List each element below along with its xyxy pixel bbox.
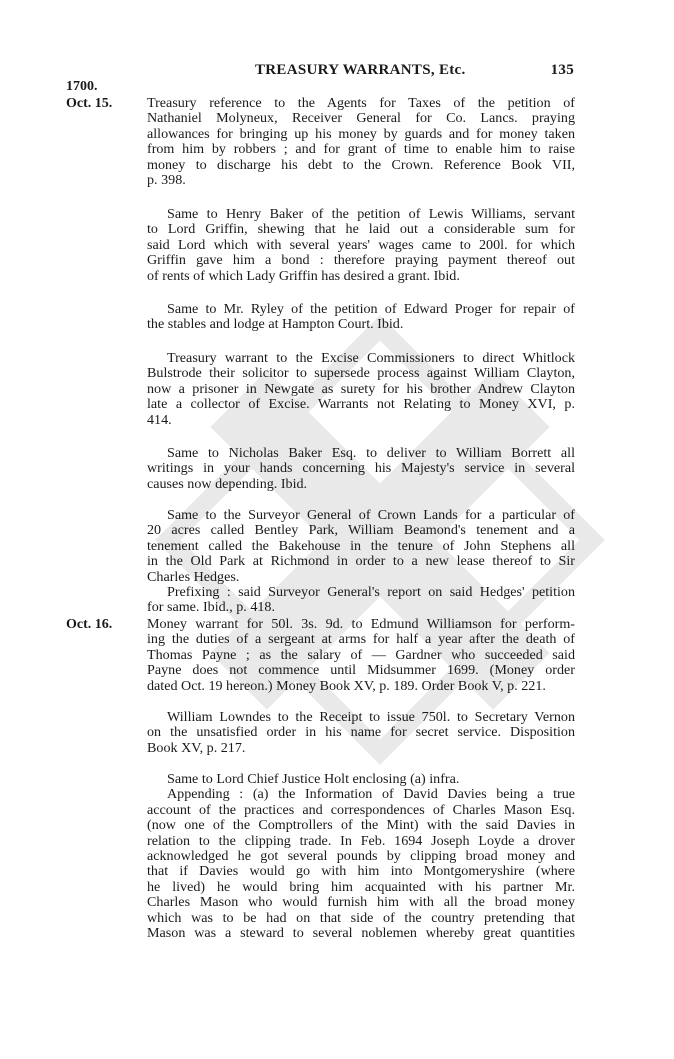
- entry-line: Bulstrode their solicitor to supersede process against William Clayton,: [147, 365, 575, 382]
- entry-line: Same to Nicholas Baker Esq. to deliver to William Borrett all: [167, 445, 575, 461]
- entry-line: Same to the Surveyor General of Crown Lands for a particular of: [167, 507, 575, 523]
- entry-line: ing the duties of a sergeant at arms for half a year after the death of: [147, 631, 575, 648]
- entry-line: allowances for bringing up his money by guards and for money taken: [147, 125, 575, 142]
- entry-paragraph: [147, 446, 575, 492]
- entry-line: Same to Mr. Ryley of the petition of Edward Proger for repair of: [167, 301, 575, 317]
- entry-paragraph: [147, 96, 575, 188]
- entry-paragraph: [147, 351, 575, 428]
- page-number: 135: [550, 62, 574, 78]
- entry-line: Charles Mason who would furnish him with all the broad money: [147, 894, 575, 911]
- entry-paragraph: [147, 302, 575, 333]
- year-label: 1700.: [66, 79, 98, 94]
- date-oct-16: Oct. 16.: [66, 617, 113, 632]
- entry-line: dated Oct. 19 hereon.) Money Book XV, p. 189. Order Book V, p. 221.: [147, 677, 546, 694]
- entry-line: Griffin gave him a bond : therefore praying payment thereof out: [147, 252, 575, 269]
- entry-line: p. 398.: [147, 172, 186, 189]
- entry-line: Payne does not commence until Midsummer 1699. (Money order: [147, 662, 575, 679]
- entry-line: now a prisoner in Newgate as surety for his brother Andrew Clayton: [147, 380, 575, 397]
- entry-line: Treasury warrant to the Excise Commissioners to direct Whitlock: [167, 350, 575, 366]
- entry-paragraph: [147, 710, 575, 756]
- entry-paragraph: [147, 617, 575, 694]
- entry-line: Same to Lord Chief Justice Holt enclosing (a) infra.: [167, 771, 460, 787]
- entry-line: 414.: [147, 411, 172, 428]
- entry-line: from him by robbers ; and for grant of time to enable him to raise: [147, 141, 575, 158]
- entry-line: that if Davies would go with him into Montgomeryshire (where: [147, 863, 575, 880]
- entry-line: Money warrant for 50l. 3s. 9d. to Edmund Williamson for perform-: [147, 616, 575, 632]
- entry-line: to Lord Griffin, shewing that he laid out a considerable sum for: [147, 221, 575, 238]
- entry-line: said Lord which with several years' wages came to 200l. for which: [147, 236, 575, 253]
- entry-line: relation to the clipping trade. In Feb. 1694 Joseph Loyde a drover: [147, 832, 575, 849]
- entry-line: late a collector of Excise. Warrants not Relating to Money XVI, p.: [147, 396, 575, 413]
- entry-line: Charles Hedges.: [147, 568, 240, 585]
- entry-line: which was to be had on that side of the country pretending that: [147, 909, 575, 926]
- entry-line: Appending : (a) the Information of David Davies being a true: [167, 786, 575, 803]
- entry-line: the stables and lodge at Hampton Court. Ibid.: [147, 316, 404, 333]
- entry-line: money to discharge his debt to the Crown. Reference Book VII,: [147, 156, 575, 173]
- entry-paragraph: [147, 207, 575, 284]
- entry-line: on the unsatisfied order in his name for secret service. Disposition: [147, 724, 575, 741]
- entry-line: Nathaniel Molyneux, Receiver General for Co. Lancs. praying: [147, 110, 575, 127]
- entry-line: (now one of the Comptrollers of the Mint) with the said Davies in: [147, 817, 575, 834]
- entry-line: Thomas Payne ; as the salary of — Gardner who succeeded said: [147, 646, 575, 663]
- entry-line: account of the practices and correspondences of Charles Mason Esq.: [147, 801, 575, 818]
- entry-paragraph: [147, 772, 575, 941]
- entry-line: Prefixing : said Surveyor General's report on said Hedges' petition: [167, 584, 575, 601]
- entry-line: in the Old Park at Richmond in order to a new lease thereof to Sir: [147, 553, 575, 570]
- entry-line: writings in your hands concerning his Majesty's service in several: [147, 460, 575, 477]
- entry-line: for same. Ibid., p. 418.: [147, 599, 275, 616]
- header-title: TREASURY WARRANTS, Etc.: [255, 62, 466, 78]
- entry-paragraph: [147, 508, 575, 616]
- entry-line: Mason was a steward to several noblemen whereby great quantities: [147, 925, 575, 942]
- entry-line: 20 acres called Bentley Park, William Beamond's tenement and a: [147, 522, 575, 539]
- entry-line: causes now depending. Ibid.: [147, 475, 308, 492]
- entry-line: acknowledged he got several pounds by clipping broad money and: [147, 848, 575, 865]
- entry-line: Book XV, p. 217.: [147, 739, 246, 756]
- entry-line: of rents of which Lady Griffin has desired a grant. Ibid.: [147, 267, 460, 284]
- entry-line: Treasury reference to the Agents for Taxes of the petition of: [147, 95, 575, 111]
- entry-line: William Lowndes to the Receipt to issue 750l. to Secretary Vernon: [167, 709, 575, 725]
- entry-line: he lived) he would bring him acquainted with his partner Mr.: [147, 878, 575, 895]
- entry-line: tenement called the Bakehouse in the tenure of John Stephens all: [147, 537, 575, 554]
- date-oct-15: Oct. 15.: [66, 96, 113, 111]
- entry-line: Same to Henry Baker of the petition of Lewis Williams, servant: [167, 206, 575, 222]
